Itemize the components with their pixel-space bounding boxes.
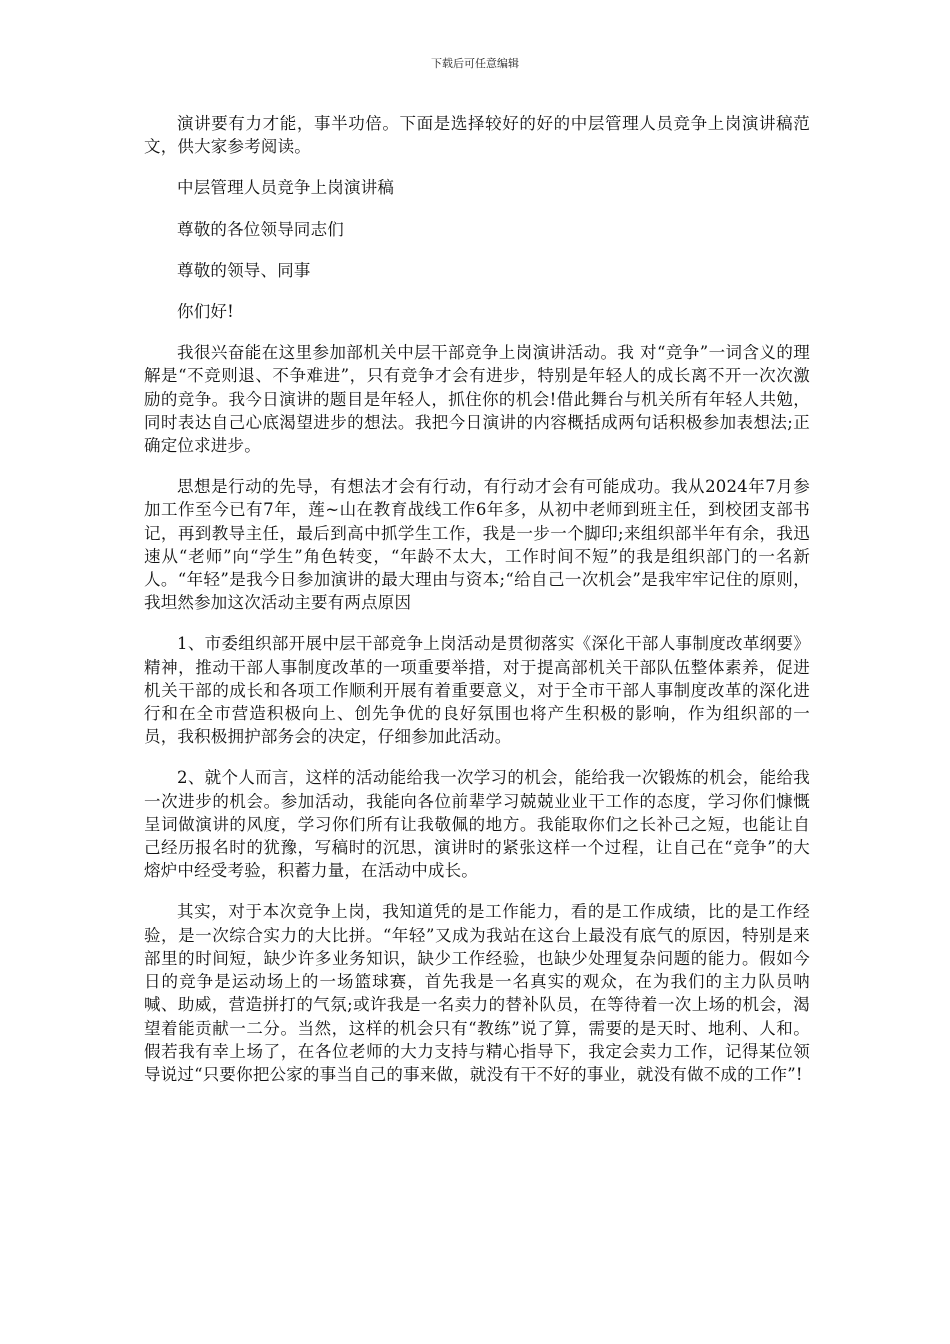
- header-note: 下载后可任意编辑: [431, 57, 519, 70]
- speech-title: 中层管理人员竞争上岗演讲稿: [177, 178, 395, 198]
- intro-paragraph: 演讲要有力才能，事半功倍。下面是选择较好的好的中层管理人员竞争上岗演讲稿范文，供大家参考阅读。: [144, 114, 810, 157]
- body-paragraph-1: 我很兴奋能在这里参加部机关中层干部竞争上岗演讲活动。我 对“竞争”一词含义的理解是“不竞则退、不争难进”，只有竞争才会有进步，特别是年轻人的成长离不开一次次激励的竞争。我今日演讲的题目是年轻人，抓住你的机会!借此舞台与机关所有年轻人共勉，同时表达自己心底渴望进步的想法。我把今日演讲的内容概括成两句话积极参加表想法;正确定位求进步。: [144, 343, 810, 456]
- body-paragraph-2: 思想是行动的先导，有想法才会有行动，有行动才会有可能成功。我从2024年7月参加工作至今已有7年，莲~山在教育战线工作6年多，从初中老师到班主任，到校团支部书记，再到教导主任，最后到高中抓学生工作，我是一步一个脚印;来组织部半年有余，我迅速从“老师”向“学生”角色转变，“年龄不太大，工作时间不短”的我是组织部门的一名新人。“年轻”是我今日参加演讲的最大理由与资本;“给自己一次机会”是我牢牢记住的原则，我坦然参加这次活动主要有两点原因: [144, 477, 810, 613]
- greeting-line-1: 尊敬的各位领导同志们: [177, 219, 344, 239]
- body-paragraph-4: 2、就个人而言，这样的活动能给我一次学习的机会，能给我一次锻炼的机会，能给我一次进步的机会。参加活动，我能向各位前辈学习兢兢业业干工作的态度，学习你们慷慨呈词做演讲的风度，学习你们所有让我敬佩的地方。我能取你们之长补己之短，也能让自己经历报名时的犹豫，写稿时的沉思，演讲时的紧张这样一个过程，让自己在“竞争”的大熔炉中经受考验，积蓄力量，在活动中成长。: [144, 768, 810, 881]
- greeting-line-3: 你们好!: [177, 302, 234, 322]
- body-paragraph-5: 其实，对于本次竞争上岗，我知道凭的是工作能力，看的是工作成绩，比的是工作经验，是一次综合实力的大比拼。“年轻”又成为我站在这台上最没有底气的原因，特别是来部里的时间短，缺少许多业务知识，缺少工作经验，也缺少处理复杂问题的能力。假如今日的竞争是运动场上的一场篮球赛，首先我是一名真实的观众，在为我们的主力队员呐喊、助威，营造拼打的气氛;或许我是一名卖力的替补队员，在等待着一次上场的机会，渴望着能贡献一二分。当然，这样的机会只有“教练”说了算，需要的是天时、地利、人和。假若我有幸上场了，在各位老师的大力支持与精心指导下，我定会卖力工作，记得某位领导说过“只要你把公家的事当自己的事来做，就没有干不好的事业，就没有做不成的工作”!: [144, 902, 810, 1084]
- greeting-line-2: 尊敬的领导、同事: [177, 260, 311, 280]
- body-paragraph-3: 1、市委组织部开展中层干部竞争上岗活动是贯彻落实《深化干部人事制度改革纲要》精神，推动干部人事制度改革的一项重要举措，对于提高部机关干部队伍整体素养，促进机关干部的成长和各项工作顺利开展有着重要意义，对于全市干部人事制度改革的深化进行和在全市营造积极向上、创先争优的良好氛围也将产生积极的影响，作为组织部的一员，我积极拥护部务会的决定，仔细参加此活动。: [144, 634, 810, 747]
- document-body: [144, 112, 810, 1086]
